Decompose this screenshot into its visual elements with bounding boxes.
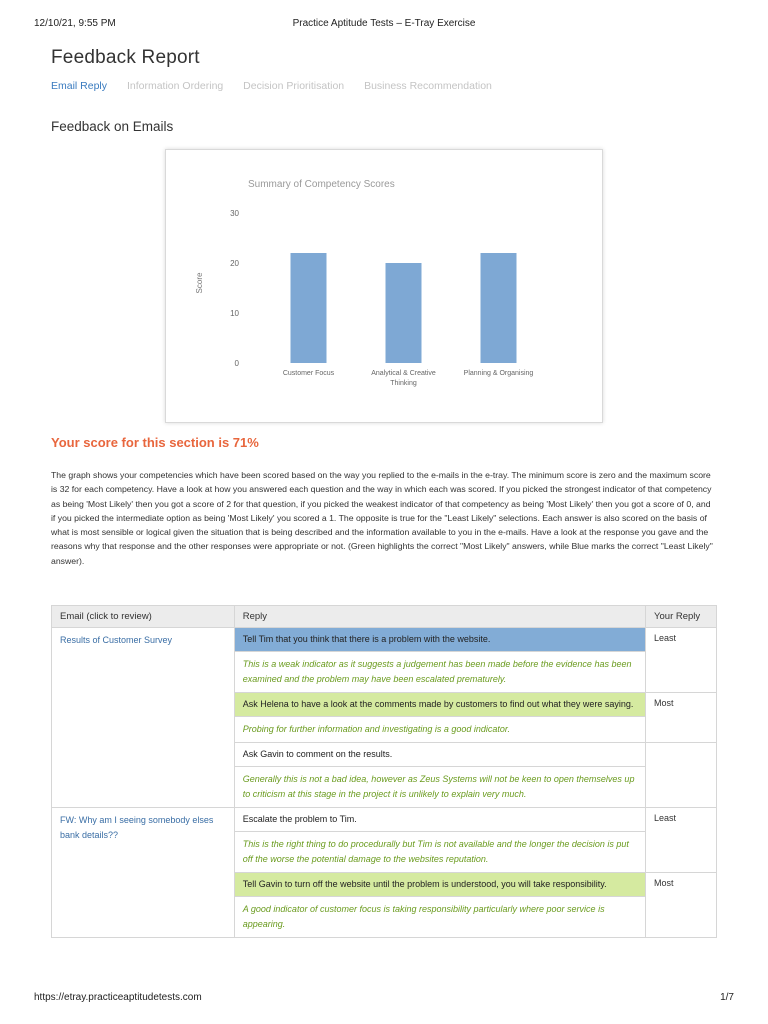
y-tick-label: 30 [230, 209, 239, 218]
print-timestamp: 12/10/21, 9:55 PM [34, 18, 116, 29]
reply-option-feedback: Generally this is not a bad idea, however as Zeus Systems will not be keen to open themselves up to criticism at this stage in the project it is unlikely to explain very much. [235, 766, 645, 807]
y-tick-label: 20 [230, 259, 239, 268]
header-your-reply: Your Reply [646, 606, 717, 628]
reply-option [234, 808, 645, 873]
reply-option-text: Escalate the problem to Tim. [242, 814, 357, 824]
reply-option [234, 693, 645, 743]
reply-option [234, 628, 645, 693]
table-row [52, 808, 717, 873]
reply-option [234, 743, 645, 808]
your-reply-value: Least [646, 808, 717, 873]
report-tabs [51, 80, 509, 96]
reply-option-text: Tell Gavin to turn off the website until the problem is understood, you will take responsibility. [235, 873, 645, 896]
chart-svg [166, 150, 604, 424]
page-title: Feedback Report [51, 47, 200, 68]
tab-decision-prioritisation[interactable]: Decision Prioritisation [243, 80, 345, 92]
score-explanation: The graph shows your competencies which have been scored based on the way you replied to the e-mails in the e-tray. The minimum score is zero and the maximum score is 32 for each competency. Have a look at how you answered each question and the way in which each was scored. If you picked the strongest indicator of that competency as being 'Most Likely' then you got a score of 2 for that question, if you picked the weakest indicator of that competency as being 'Most Likely' then you got a score of 0, and if you picked the intermediate option as being 'Most Likely' you scored a 1. The opposite is true for the "Least Likely" selections. Each answer is also scored on the basis of what is most sensible or logical given the situation that is being described and the information available to you in the e-mails. Have a look at the response you gave and the reasons why that response and the other responses were appropriate or not. (Green highlights the correct "Most Likely" answers, while Blue marks the correct "Least Likely" answer). [51, 470, 713, 566]
table-header-row [52, 606, 717, 628]
email-link-customer-survey[interactable]: Results of Customer Survey [52, 628, 235, 808]
chart-bar [291, 253, 327, 363]
reply-option-text: Tell Tim that you think that there is a problem with the website. [235, 628, 645, 651]
section-score: Your score for this section is 71% [51, 435, 259, 450]
reply-option-feedback: A good indicator of customer focus is taking responsibility particularly where poor service is appearing. [235, 896, 645, 937]
x-tick-label: Customer Focus [282, 370, 335, 377]
your-reply-value: Least [646, 628, 717, 693]
email-link-bank-details[interactable]: FW: Why am I seeing somebody elses bank details?? [52, 808, 235, 938]
print-header [0, 18, 768, 32]
reply-option-feedback: Probing for further information and investigating is a good indicator. [235, 716, 645, 742]
chart-title: Summary of Competency Scores [248, 179, 395, 190]
competency-chart [165, 149, 603, 423]
tab-business-recommendation[interactable]: Business Recommendation [364, 80, 492, 92]
section-title: Feedback on Emails [51, 119, 174, 134]
x-tick-label: Analytical & Creative [371, 370, 436, 377]
reply-option [234, 873, 645, 938]
tab-email-reply[interactable]: Email Reply [51, 80, 108, 92]
x-tick-label: Planning & Organising [463, 370, 534, 377]
reply-option-feedback: This is a weak indicator as it suggests a judgement has been made before the evidence has been examined and the problem may have been escalated prematurely. [235, 651, 645, 692]
chart-y-axis-label: Score [195, 272, 204, 294]
header-email: Email (click to review) [52, 606, 235, 628]
your-reply-value: Most [646, 873, 717, 938]
x-tick-label: Thinking [390, 380, 417, 387]
reply-option-text: Ask Gavin to comment on the results. [242, 749, 393, 759]
chart-marks [230, 209, 533, 387]
y-tick-label: 10 [230, 309, 239, 318]
tab-information-ordering[interactable]: Information Ordering [126, 80, 224, 92]
print-document-title: Practice Aptitude Tests – E-Tray Exercise [292, 18, 476, 29]
print-url: https://etray.practiceaptitudetests.com [34, 992, 202, 1003]
your-reply-value [646, 743, 717, 808]
header-reply: Reply [234, 606, 645, 628]
chart-bar [386, 263, 422, 363]
chart-bar [481, 253, 517, 363]
y-tick-label: 0 [234, 359, 239, 368]
your-reply-value: Most [646, 693, 717, 743]
table-row [52, 628, 717, 693]
reply-option-feedback: This is the right thing to do procedurally but Tim is not available and the longer the decision is put off the worse the potential damage to the websites reputation. [235, 831, 645, 872]
reply-option-text: Ask Helena to have a look at the comments made by customers to find out what they were saying. [235, 693, 645, 716]
print-page-number: 1/7 [720, 992, 734, 1003]
email-review-table [51, 605, 717, 938]
